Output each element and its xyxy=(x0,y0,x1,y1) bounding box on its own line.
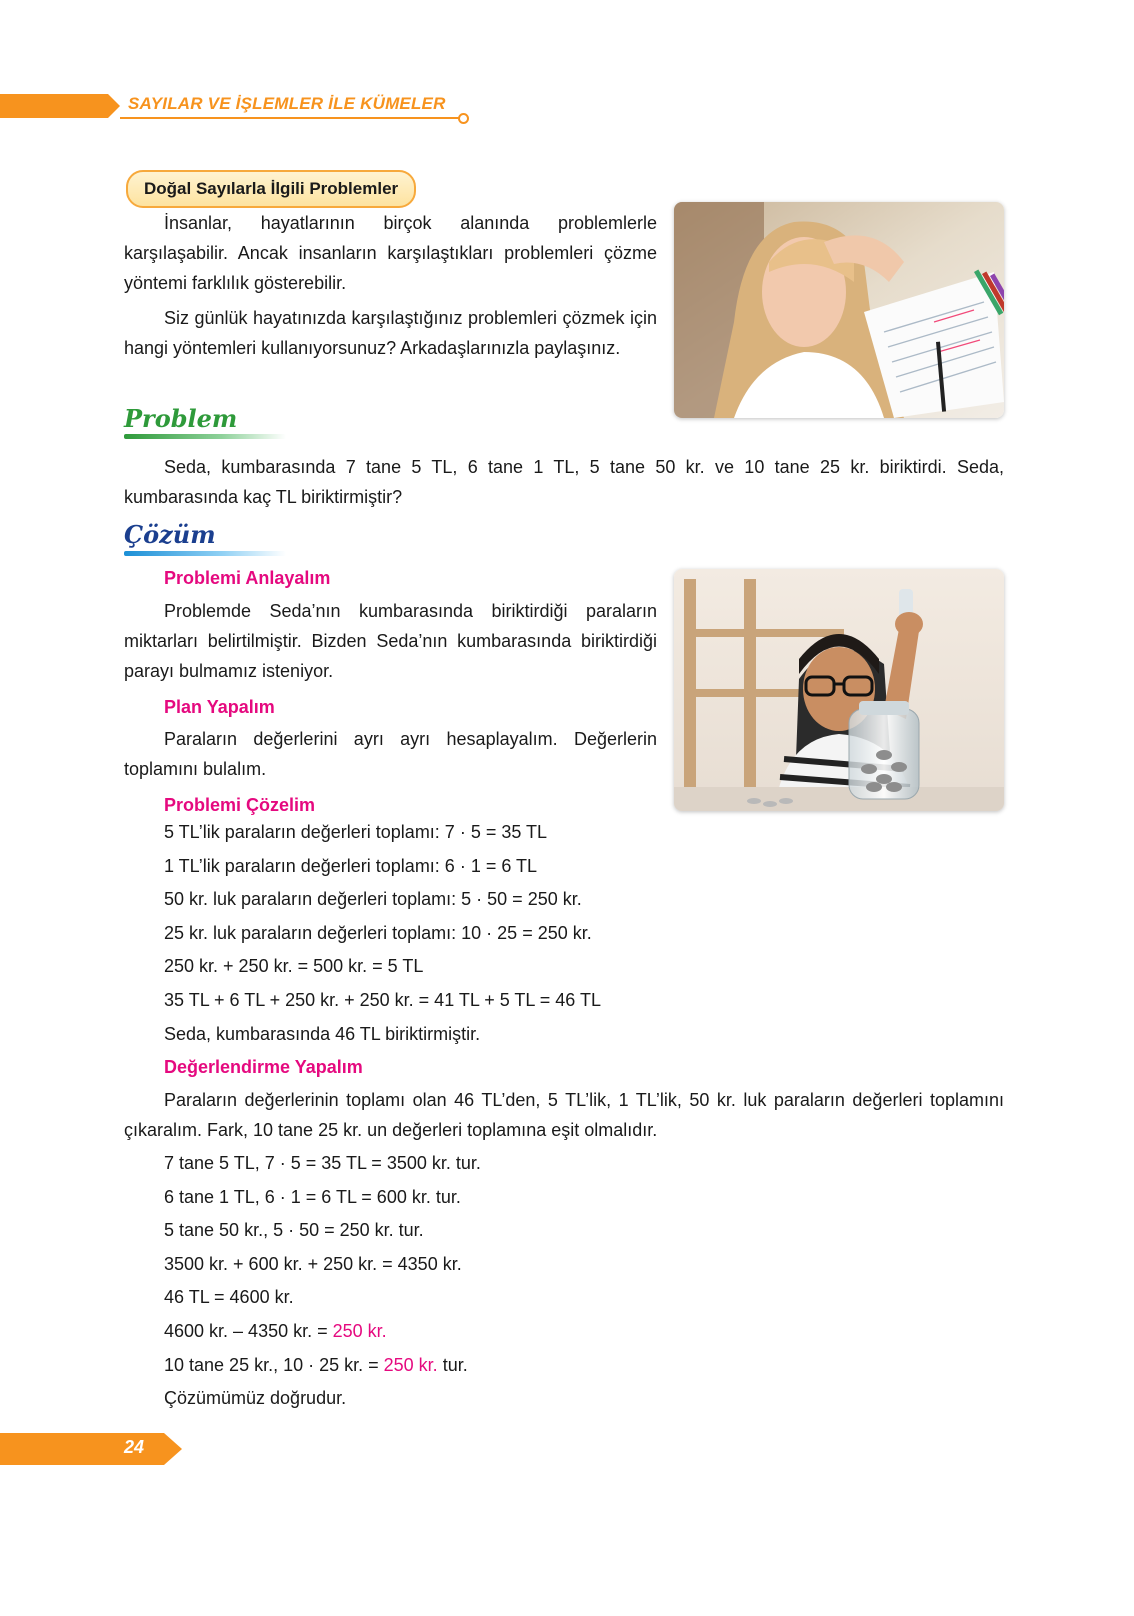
intro-text xyxy=(124,208,657,368)
header-rule xyxy=(120,117,460,119)
difference-line xyxy=(124,1315,1004,1349)
photo-thinking-girl xyxy=(674,202,1004,418)
final-conclusion: Çözümümüz doğrudur. xyxy=(164,1388,347,1409)
understand-title: Problemi Anlayalım xyxy=(164,568,331,588)
thinking-girl-illustration xyxy=(674,202,1004,418)
header-accent-bar xyxy=(0,94,120,118)
problem-heading: Problem xyxy=(124,404,238,433)
plan-title: Plan Yapalım xyxy=(164,696,275,717)
section-title-badge: Doğal Sayılarla İlgili Problemler xyxy=(126,170,416,208)
solution-upper-text xyxy=(124,562,657,823)
solve-title: Problemi Çözelim xyxy=(164,795,316,816)
solve-line: 25 kr. luk paraların değerleri toplamı: 10 · 25 = 250 kr. xyxy=(164,922,592,943)
solve-line: 250 kr. + 250 kr. = 500 kr. = 5 TL xyxy=(164,956,424,977)
photo-coin-jar-girl xyxy=(674,569,1004,811)
evaluate-lines xyxy=(124,1147,1004,1416)
difference-expression: 4600 kr. – 4350 kr. = xyxy=(164,1320,333,1341)
page-number: 24 xyxy=(124,1437,145,1457)
evaluate-line: 3500 kr. + 600 kr. + 250 kr. = 4350 kr. xyxy=(164,1253,462,1274)
evaluate-line: 6 tane 1 TL, 6 · 1 = 6 TL = 600 kr. tur. xyxy=(164,1186,461,1207)
intro-paragraph-2: Siz günlük hayatınızda karşılaştığınız problemleri çözmek için hangi yöntemleri kullanıyorsunuz? Arkadaşlarınızla paylaşınız. xyxy=(124,308,657,358)
difference-result: 250 kr. xyxy=(332,1320,387,1341)
solve-conclusion: Seda, kumbarasında 46 TL biriktirmiştir. xyxy=(164,1023,481,1044)
footer-accent-bar xyxy=(0,1433,182,1465)
solution-heading-underline xyxy=(124,551,286,556)
problem-statement: Seda, kumbarasında 7 tane 5 TL, 6 tane 1 TL, 5 tane 50 kr. ve 10 tane 25 kr. biriktirdi. Seda, kumbarasında kaç TL biriktirmiştir? xyxy=(124,457,1004,507)
evaluate-line: 46 TL = 4600 kr. xyxy=(164,1287,294,1308)
evaluate-line: 7 tane 5 TL, 7 · 5 = 35 TL = 3500 kr. tur. xyxy=(164,1153,481,1173)
solve-line: 1 TL’lik paraların değerleri toplamı: 6 · 1 = 6 TL xyxy=(164,855,538,876)
check-suffix: tur. xyxy=(437,1354,468,1375)
solve-line: 35 TL + 6 TL + 250 kr. + 250 kr. = 41 TL + 5 TL = 46 TL xyxy=(164,989,601,1010)
understand-text: Problemde Seda’nın kumbarasında biriktirdiği paraların miktarları belirtilmiştir. Bizden Seda’nın kumbarasında biriktirdiği parayı bulmamız isteniyor. xyxy=(124,600,657,681)
problem-text-block xyxy=(124,452,1004,517)
chapter-title: SAYILAR VE İŞLEMLER İLE KÜMELER xyxy=(128,94,446,113)
evaluate-title: Değerlendirme Yapalım xyxy=(164,1057,363,1078)
solve-line: 50 kr. luk paraların değerleri toplamı: 5 · 50 = 250 kr. xyxy=(164,889,582,910)
coin-jar-girl-illustration xyxy=(674,569,1004,811)
evaluate-text: Paraların değerlerinin toplamı olan 46 TL’den, 5 TL’lik, 1 TL’lik, 50 kr. luk paraların değerleri toplamını çıkaralım. Fark, 10 tane 25 kr. un değerleri toplamına eşit olmalıdır. xyxy=(124,1090,1004,1140)
evaluate-text-block xyxy=(124,1085,1004,1150)
problem-heading-underline xyxy=(124,434,286,439)
check-result: 250 kr. xyxy=(383,1354,438,1375)
intro-paragraph-1: İnsanlar, hayatlarının birçok alanında problemlerle karşılaşabilir. Ancak insanların karşılaştıkları problemleri çözme yöntemi farklılık gösterebilir. xyxy=(124,213,657,293)
header-rule-end-dot xyxy=(458,113,469,124)
solve-line: 5 TL’lik paraların değerleri toplamı: 7 · 5 = 35 TL xyxy=(164,822,548,842)
solution-heading: Çözüm xyxy=(124,520,216,549)
plan-text: Paraların değerlerini ayrı ayrı hesaplayalım. Değerlerin toplamını bulalım. xyxy=(124,729,657,780)
check-expression: 10 tane 25 kr., 10 · 25 kr. = xyxy=(164,1354,384,1375)
evaluate-line: 5 tane 50 kr., 5 · 50 = 250 kr. tur. xyxy=(164,1220,424,1241)
check-line xyxy=(124,1349,1004,1383)
solve-lines xyxy=(124,816,1004,1085)
